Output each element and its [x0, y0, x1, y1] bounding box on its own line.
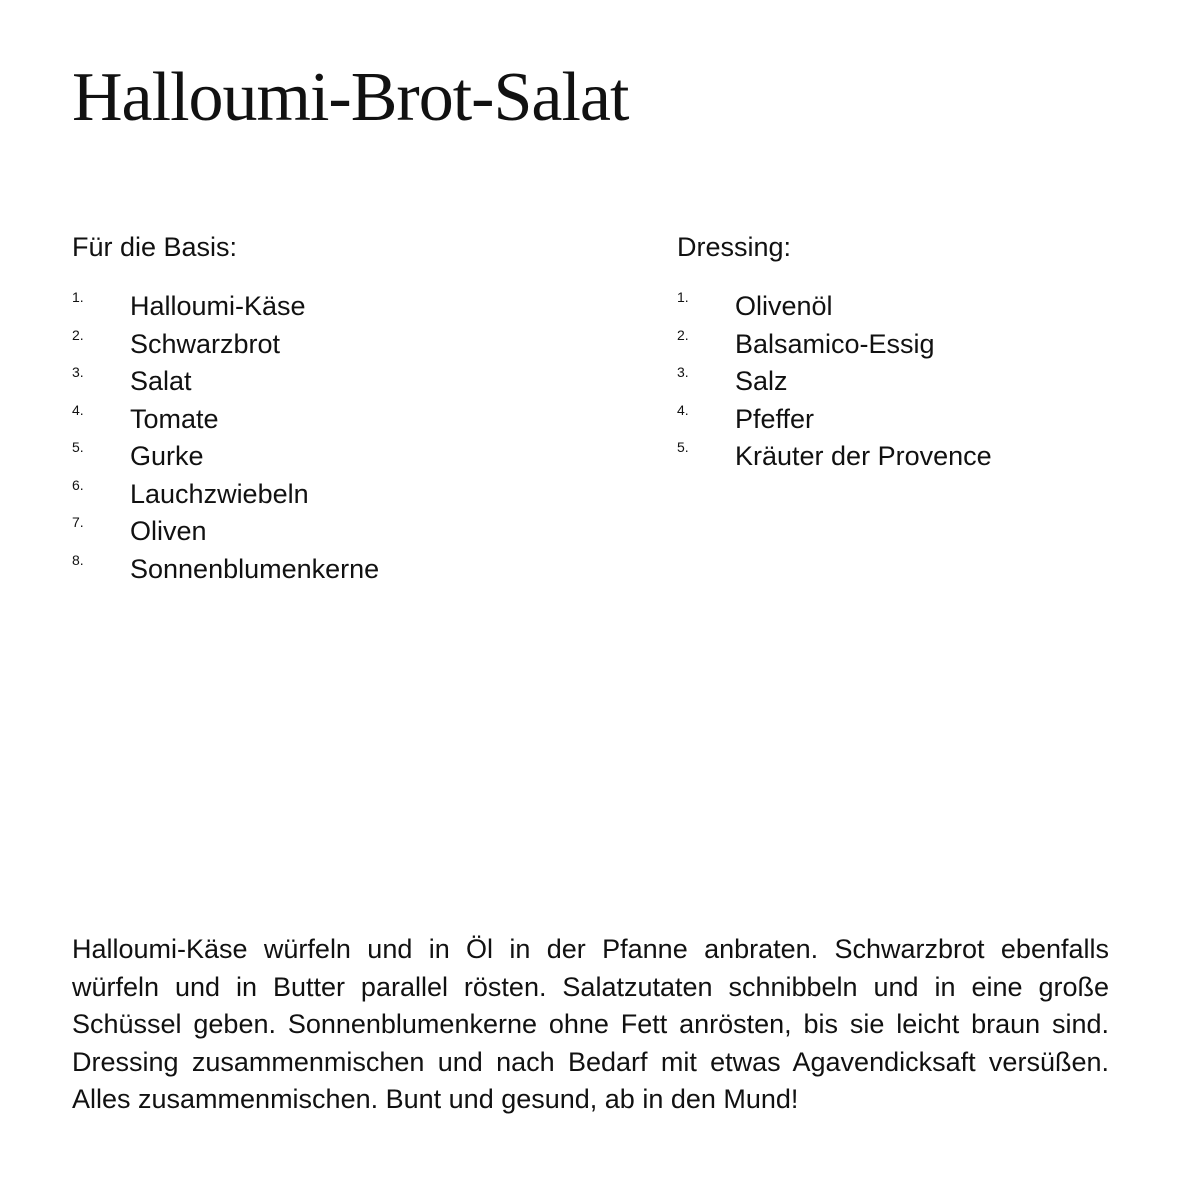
list-item-number: 2. — [677, 326, 689, 343]
list-item-number: 1. — [677, 289, 689, 305]
list-item — [677, 288, 1181, 326]
recipe-title: Halloumi-Brot-Salat — [72, 59, 629, 136]
list-item — [72, 363, 592, 401]
list-item-label: Balsamico-Essig — [735, 328, 935, 359]
dressing-heading: Dressing: — [677, 232, 792, 262]
list-item-number: 4. — [677, 401, 689, 418]
list-item-number: 3. — [677, 364, 689, 380]
dressing-ingredient-list — [677, 288, 1181, 476]
list-item — [72, 551, 592, 589]
preparation-instructions: Halloumi-Käse würfeln und in Öl in der Pfanne anbraten. Schwarzbrot ebenfalls würfeln und in Butter parallel rösten. Salatzutaten schnibbeln und in eine große Schüssel geben. Sonnenblumenkerne ohne Fett anrösten, bis sie leicht braun sind. Dressing zusammenmischen und nach Bedarf mit etwas Agavendicksaft versüßen. Alles zusammenmischen. Bunt und gesund, ab in den Mund! — [72, 934, 1109, 1114]
list-item — [72, 438, 592, 476]
list-item-label: Salat — [130, 366, 192, 396]
list-item — [677, 326, 1181, 364]
list-item-number: 3. — [72, 364, 84, 380]
list-item-number: 5. — [677, 439, 689, 455]
list-item-label: Kräuter der Provence — [735, 441, 992, 471]
list-item-label: Salz — [735, 366, 788, 396]
list-item — [677, 438, 1181, 476]
list-item-number: 2. — [72, 326, 84, 343]
list-item — [72, 401, 592, 439]
basis-heading: Für die Basis: — [72, 232, 238, 262]
list-item — [72, 513, 592, 551]
list-item-number: 6. — [72, 476, 84, 493]
list-item-label: Sonnenblumenkerne — [130, 553, 380, 584]
list-item-number: 7. — [72, 514, 84, 530]
list-item-label: Pfeffer — [735, 403, 815, 434]
basis-ingredients-section — [72, 228, 592, 588]
list-item-number: 4. — [72, 401, 84, 418]
list-item-number: 5. — [72, 439, 84, 455]
dressing-ingredients-section — [677, 228, 1181, 476]
list-item-number: 8. — [72, 551, 84, 568]
list-item-label: Olivenöl — [735, 291, 833, 321]
basis-ingredient-list — [72, 288, 592, 588]
list-item — [677, 401, 1181, 439]
list-item — [72, 476, 592, 514]
list-item-label: Lauchzwiebeln — [130, 478, 309, 509]
list-item — [72, 288, 592, 326]
list-item — [72, 326, 592, 364]
list-item-label: Oliven — [130, 516, 207, 546]
list-item-label: Gurke — [130, 441, 204, 471]
list-item — [677, 363, 1181, 401]
list-item-number: 1. — [72, 289, 84, 305]
list-item-label: Schwarzbrot — [130, 328, 281, 359]
list-item-label: Tomate — [130, 403, 219, 434]
list-item-label: Halloumi-Käse — [130, 291, 306, 321]
